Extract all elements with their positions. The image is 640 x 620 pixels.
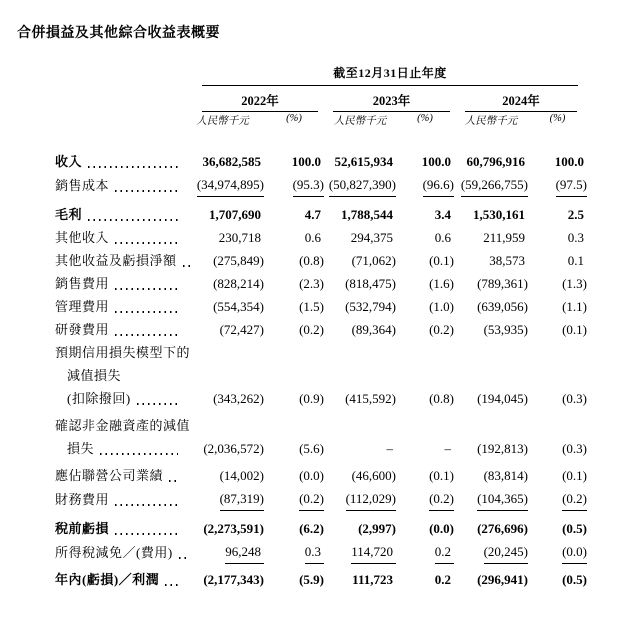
percent-cell-2022 [264,272,324,295]
table-row [55,341,587,410]
dot-leader [169,480,178,482]
percent-cell-2022 [264,318,324,341]
amount-cell-2022 [181,464,264,487]
value: (1.6) [429,276,454,291]
value: (818,475) [345,276,396,291]
value: 230,718 [218,230,261,245]
table-row [55,249,587,272]
amount-cell-2022 [181,226,264,249]
amount-cell-2023 [324,272,396,295]
value: (2,177,343) [203,572,264,587]
value: (2,273,591) [203,521,264,536]
value: (89,364) [351,322,396,337]
value: (0.0) [299,468,324,483]
percent-cell-2022 [264,568,324,591]
value: (0.2) [429,322,454,337]
dot-leader [88,219,178,221]
row-label [55,341,191,410]
amount-cell-2024 [454,226,528,249]
amount-cell-2023 [324,295,396,318]
dot-leader [115,533,178,535]
percent-cell-2024 [528,295,587,318]
row-label-line [55,295,181,318]
row-label-line [55,437,181,460]
amount-cell-2023 [324,150,396,173]
value: (0.5) [562,521,587,536]
value: (59,266,755) [461,173,528,197]
percent-cell-2022 [264,295,324,318]
value: (0.2) [299,322,324,337]
value: (53,935) [483,322,528,337]
value: (5.6) [299,441,324,456]
percent-cell-2024 [528,387,587,410]
amount-cell-2022 [181,249,264,272]
percent-cell-2024 [528,249,587,272]
value: (87,319) [220,487,264,511]
value: (0.5) [562,572,587,587]
value: (343,262) [213,391,264,406]
value: (6.2) [299,521,324,536]
row-label-text: 管理費用 [55,299,110,314]
amount-cell-2022 [181,437,264,460]
percent-cell-2024 [528,487,587,511]
value: (34,974,895) [197,173,264,197]
dot-leader [88,166,178,168]
amount-cell-2023 [324,487,396,511]
row-label-line [55,150,181,173]
value: 4.7 [304,207,321,222]
period-header: 截至12月31日止年度 [202,64,578,86]
row-label [55,568,181,591]
value: (554,354) [213,299,264,314]
amount-cell-2024 [454,173,528,197]
value: (0.2) [299,487,324,511]
value: (0.8) [299,253,324,268]
percent-cell-2023 [396,517,454,540]
value: 1,707,690 [209,207,261,222]
percent-cell-2023 [396,150,454,173]
row-label-line [55,341,191,364]
percent-cell-2022 [264,517,324,540]
dot-leader [115,190,178,192]
value: 60,796,916 [466,154,525,169]
value: 96,248 [225,540,264,564]
amount-cell-2024 [454,203,528,226]
percent-cell-2022 [264,487,324,511]
year-header-2024 [465,91,577,112]
amount-cell-2024 [454,464,528,487]
value: (72,427) [219,322,264,337]
value: (0.2) [429,487,454,511]
year-label: 2024年 [502,94,540,108]
amount-cell-2022 [181,295,264,318]
amount-cell-2023 [324,226,396,249]
percent-cell-2023 [396,487,454,511]
percent-cell-2023 [396,318,454,341]
amount-cell-2023 [324,318,396,341]
value: 111,723 [352,572,393,587]
amount-cell-2023 [324,517,396,540]
percent-cell-2022 [264,464,324,487]
table-row [55,517,587,540]
table-row [55,150,587,173]
value: 1,788,544 [341,207,393,222]
row-label-line [55,517,181,540]
page-title: 合併損益及其他綜合收益表概要 [17,26,220,41]
dot-leader [115,242,178,244]
percent-cell-2022 [264,226,324,249]
value: (0.8) [429,391,454,406]
row-label-text: 預期信用損失模型下的 [55,345,191,360]
percent-label: (%) [286,113,302,124]
percent-cell-2024 [528,203,587,226]
amount-cell-2022 [181,517,264,540]
amount-cell-2023 [324,173,396,197]
value: (20,245) [484,540,528,564]
value: (0.0) [562,540,587,564]
percent-cell-2024 [528,464,587,487]
amount-cell-2024 [454,318,528,341]
percent-cell-2022 [264,203,324,226]
row-label-text: 年內(虧損)／利潤 [55,572,160,587]
row-label [55,295,181,318]
value: (1.3) [562,276,587,291]
value: 38,573 [489,253,525,268]
value: (532,794) [345,299,396,314]
amount-cell-2024 [454,272,528,295]
value: 211,959 [483,230,525,245]
value: (50,827,390) [329,173,396,197]
value: (5.9) [299,572,324,587]
value: 1,530,161 [473,207,525,222]
percent-cell-2022 [264,540,324,564]
percent-cell-2024 [528,437,587,460]
row-label-line [55,318,181,341]
row-label [55,488,181,511]
value: (1.5) [299,299,324,314]
value: (1.1) [562,299,587,314]
amount-cell-2024 [454,487,528,511]
amount-cell-2024 [454,568,528,591]
value: (104,365) [477,487,528,511]
table-row [55,295,587,318]
row-label-line [55,249,181,272]
dot-leader [115,288,178,290]
percent-cell-2023 [396,272,454,295]
year-header-2023 [333,91,450,112]
row-label-line [55,272,181,295]
dot-leader [115,311,178,313]
row-label-text: 財務費用 [55,492,110,507]
value: (276,696) [477,521,528,536]
value: (0.3) [562,391,587,406]
row-label [55,249,181,272]
percent-cell-2022 [264,387,324,410]
row-label-text: 其他收入 [55,230,110,245]
table-row [55,464,587,487]
year-label: 2022年 [241,94,279,108]
percent-cell-2022 [264,249,324,272]
value: (0.0) [429,521,454,536]
row-label-text: 應佔聯營公司業績 [55,468,164,483]
row-label-line [55,414,191,437]
row-label-line [55,488,181,511]
value: (1.0) [429,299,454,314]
row-label-text: 收入 [55,154,83,169]
value: (828,214) [213,276,264,291]
value: (2,036,572) [203,441,264,456]
percent-cell-2023 [396,437,454,460]
row-label [55,174,181,197]
dot-leader [115,504,178,506]
amount-cell-2022 [181,173,264,197]
row-label-text: 其他收益及虧損淨額 [55,253,177,268]
row-label [55,541,181,564]
table-row [55,173,587,197]
percent-cell-2023 [396,226,454,249]
row-label-text: (扣除撥回) [67,391,131,406]
value: (192,813) [477,441,528,456]
value: 0.1 [567,253,584,268]
amount-cell-2022 [181,272,264,295]
amount-cell-2022 [181,150,264,173]
value: (0.1) [429,468,454,483]
amount-cell-2024 [454,387,528,410]
amount-cell-2024 [454,540,528,564]
value: (0.1) [562,468,587,483]
percent-label: (%) [417,113,433,124]
table-row [55,272,587,295]
amount-cell-2024 [454,249,528,272]
amount-cell-2022 [181,540,264,564]
percent-cell-2024 [528,318,587,341]
row-label-text: 研發費用 [55,322,110,337]
value: 294,375 [350,230,393,245]
percent-cell-2023 [396,540,454,564]
value: (0.3) [562,441,587,456]
amount-cell-2022 [181,318,264,341]
row-label [55,203,181,226]
value: (46,600) [351,468,396,483]
table-row [55,540,587,564]
percent-cell-2022 [264,150,324,173]
percent-cell-2022 [264,173,324,197]
row-label [55,272,181,295]
value: 0.6 [434,230,451,245]
amount-cell-2022 [181,568,264,591]
row-label-line [55,364,181,387]
value: 52,615,934 [334,154,393,169]
value: 114,720 [351,540,396,564]
value: (2,997) [358,521,396,536]
value: (789,361) [477,276,528,291]
row-label-text: 稅前虧損 [55,521,110,536]
percent-cell-2024 [528,173,587,197]
table-row [55,568,587,591]
amount-cell-2023 [324,540,396,564]
dot-leader [165,584,178,586]
value: 0.2 [435,540,454,564]
unit-header-row [55,113,587,128]
value: (415,592) [345,391,396,406]
row-label-text: 減值損失 [67,368,122,383]
amount-cell-2023 [324,249,396,272]
value: (0.1) [562,322,587,337]
value: (96.6) [423,173,454,197]
row-label [55,414,191,460]
percent-cell-2023 [396,464,454,487]
row-label-line [55,568,181,591]
amount-cell-2023 [324,203,396,226]
row-label-line [55,174,181,197]
percent-label: (%) [549,113,566,124]
value: (275,849) [213,253,264,268]
row-label-text: 所得稅減免／(費用) [55,545,173,560]
amount-cell-2023 [324,387,396,410]
percent-cell-2023 [396,203,454,226]
row-label [55,464,181,487]
amount-cell-2023 [324,568,396,591]
amount-cell-2022 [181,487,264,511]
spacer-cell [55,113,181,128]
value: (194,045) [477,391,528,406]
table-row [55,318,587,341]
row-label-text: 確認非金融資產的減值 [55,418,191,433]
percent-cell-2022 [264,437,324,460]
percent-cell-2023 [396,568,454,591]
row-label-text: 銷售成本 [55,178,110,193]
value: (14,002) [219,468,264,483]
value: 100.0 [291,154,321,169]
unit-label: 人民幣千元 [196,116,249,127]
amount-cell-2022 [181,203,264,226]
value: (296,941) [477,572,528,587]
percent-cell-2024 [528,226,587,249]
value: 100.0 [554,154,584,169]
amount-cell-2022 [181,387,264,410]
percent-cell-2024 [528,517,587,540]
amount-cell-2024 [454,150,528,173]
percent-cell-2024 [528,150,587,173]
percent-cell-2023 [396,173,454,197]
table-row [55,226,587,249]
amount-cell-2023 [324,464,396,487]
year-header-2022 [202,91,318,112]
value: – [386,441,393,456]
value: 0.3 [305,540,324,564]
unit-label: 人民幣千元 [333,116,387,127]
value: 0.6 [304,230,321,245]
value: (0.9) [299,391,324,406]
dot-leader [100,453,178,455]
value: (2.3) [299,276,324,291]
percent-cell-2023 [396,387,454,410]
value: 2.5 [567,207,584,222]
value: 3.4 [434,207,451,222]
value: (83,814) [483,468,528,483]
value: 0.2 [434,572,451,587]
amount-cell-2024 [454,437,528,460]
row-label [55,226,181,249]
value: (97.5) [556,173,587,197]
percent-cell-2024 [528,540,587,564]
row-label-line [55,387,181,410]
unit-label: 人民幣千元 [464,116,518,127]
value: (0.2) [562,487,587,511]
amount-cell-2024 [454,295,528,318]
amount-cell-2024 [454,517,528,540]
row-label-line [55,464,181,487]
row-label-line [55,541,181,564]
dot-leader [137,403,178,405]
row-label [55,517,181,540]
value: (112,029) [346,487,396,511]
table-row [55,414,587,460]
percent-cell-2023 [396,295,454,318]
row-label-line [55,226,181,249]
row-label-text: 損失 [67,441,95,456]
amount-cell-2023 [324,437,396,460]
row-label [55,150,181,173]
value: – [444,441,451,456]
row-label-text: 毛利 [55,207,83,222]
value: (639,056) [477,299,528,314]
table-row [55,203,587,226]
table-body [55,150,587,591]
value: 36,682,585 [202,154,261,169]
row-label [55,318,181,341]
table-row [55,487,587,511]
value: (0.1) [429,253,454,268]
value: 100.0 [421,154,451,169]
percent-cell-2024 [528,272,587,295]
percent-cell-2023 [396,249,454,272]
year-label: 2023年 [372,94,411,108]
percent-cell-2024 [528,568,587,591]
value: (71,062) [351,253,396,268]
value: (95.3) [293,173,324,197]
value: 0.3 [567,230,584,245]
row-label-text: 銷售費用 [55,276,110,291]
dot-leader [115,334,178,336]
row-label-line [55,203,181,226]
